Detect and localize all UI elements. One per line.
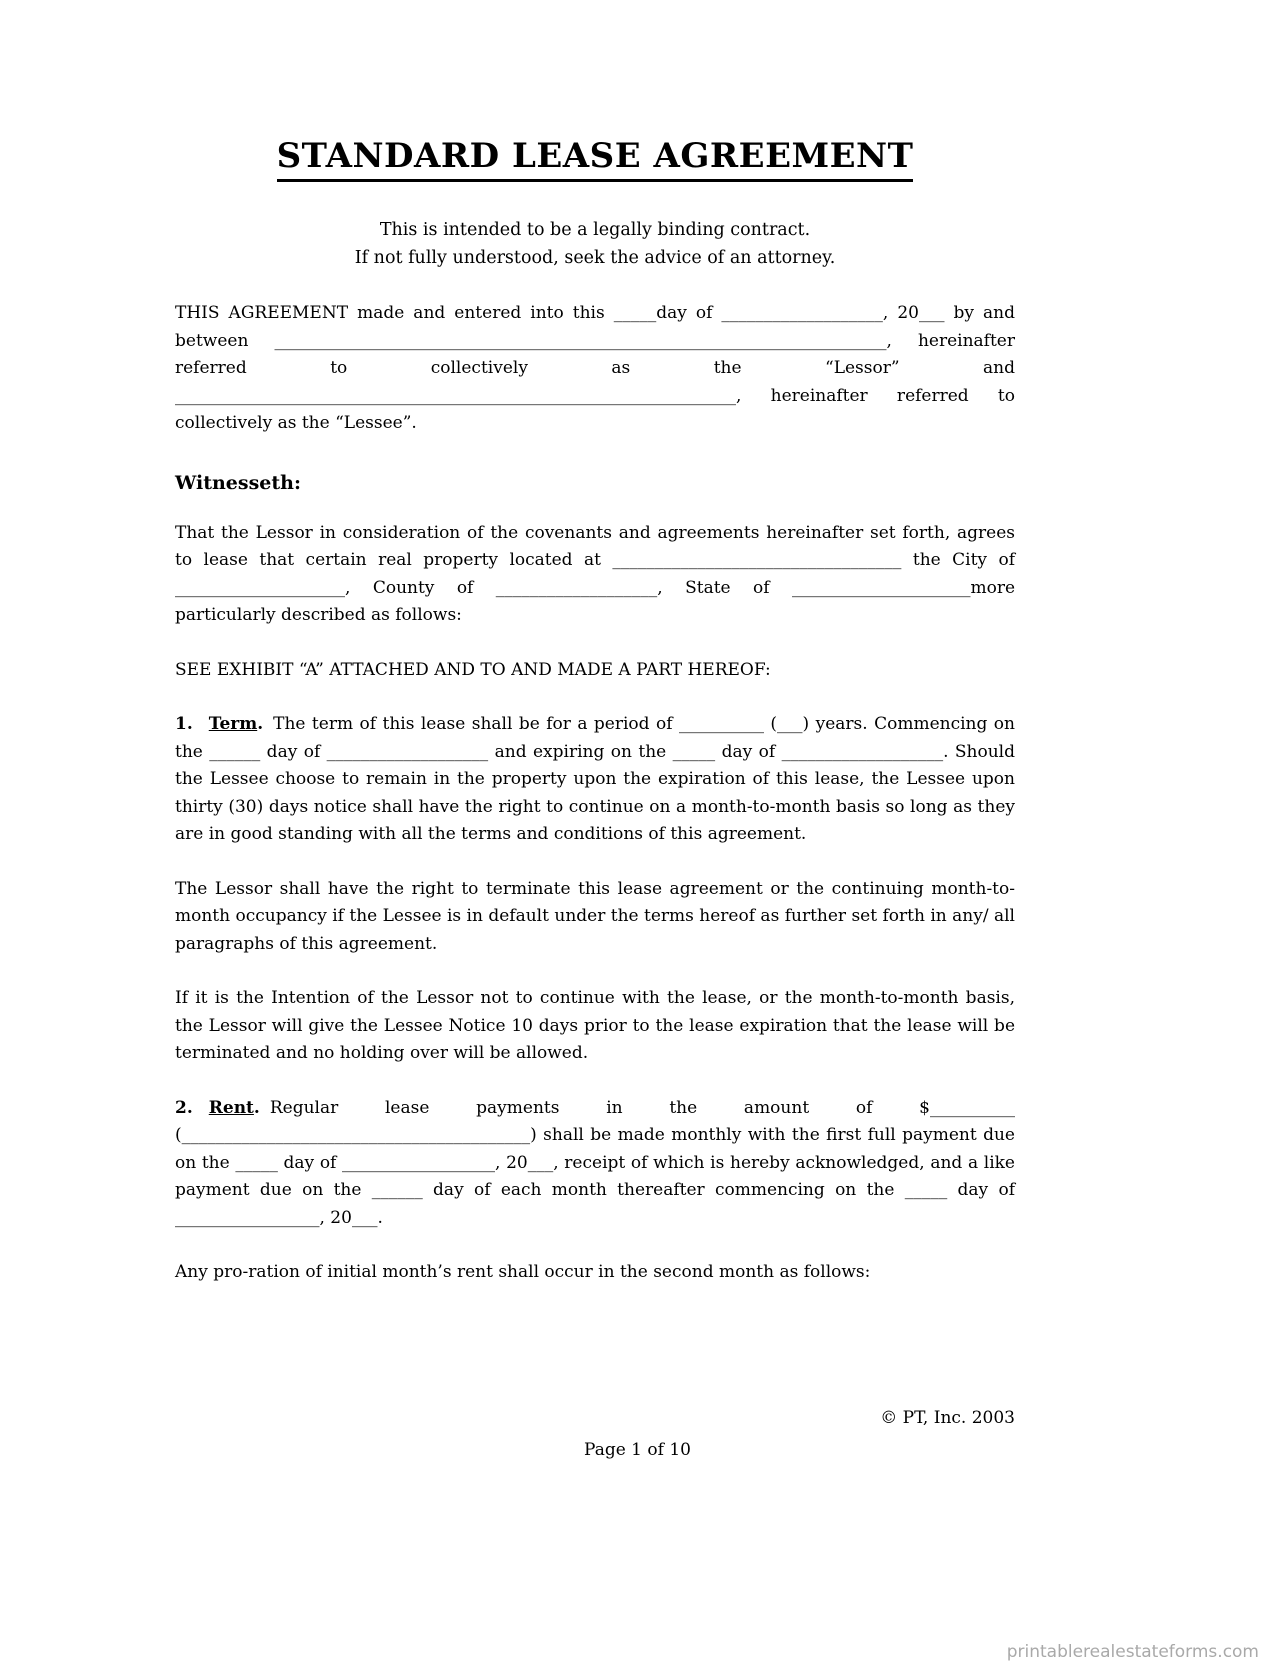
witnesseth-paragraph: That the Lessor in consideration of the covenants and agreements hereinafter set forth, agrees to lease that certain real property located at __________________________________ the City of ____________________, County of ___________________, State of _____________________more particularly described as follows: (175, 522, 1015, 625)
proration-paragraph: Any pro-ration of initial month’s rent shall occur in the second month as follows: (175, 1262, 871, 1282)
agreement-intro-paragraph: THIS AGREEMENT made and entered into this _____day of ___________________, 20___ by and between ________________________________________________________________________, hereinafter referred to collectively as the “Lessor” and __________________________________________________________________, hereinafter referred to collectively as the “Lessee”. (175, 303, 1015, 433)
lessor-termination-paragraph: The Lessor shall have the right to terminate this lease agreement or the continuing month-to-month occupancy if the Lessee is in default under the terms hereof as further set forth in any/ all paragraphs of this agreement. (175, 878, 1015, 954)
witnesseth-heading: Witnesseth: (175, 471, 301, 494)
exhibit-notice: SEE EXHIBIT “A” ATTACHED AND TO AND MADE A PART HEREOF: (175, 659, 771, 680)
rent-section-body: Regular lease payments in the amount of $__________ (_________________________________________) shall be made monthly with the first full payment due on the _____ day of __________________, 20___, receipt of which is hereby acknowledged, and a like payment due on the ______ day of each month thereafter commencing on the _____ day of _________________, 20___. (175, 1097, 1015, 1228)
rent-section-paragraph (175, 1095, 1015, 1233)
rent-section-label: Rent (208, 1097, 254, 1118)
page-number: Page 1 of 10 (584, 1440, 691, 1460)
term-section-body: The term of this lease shall be for a period of __________ (___) years. Commencing on the ______ day of ___________________ and expiring on the _____ day of ___________________. Should the Lessee choose to remain in the property upon the expiration of this lease, the Lessee upon thirty (30) days notice shall have the right to continue on a month-to-month basis so long as they are in good standing with all the terms and conditions of this agreement. (175, 714, 1015, 844)
term-section-label: Term (208, 714, 258, 734)
term-section-paragraph (175, 711, 1015, 849)
rent-section-punct: . (253, 1097, 260, 1118)
watermark-text: printablerealestateforms.com (1006, 1642, 1259, 1662)
lessor-intention-paragraph: If it is the Intention of the Lessor not to continue with the lease, or the month-to-month basis, the Lessor will give the Lessee Notice 10 days prior to the lease expiration that the lease will be terminated and no holding over will be allowed. (175, 988, 1015, 1063)
copyright-notice: © PT, Inc. 2003 (880, 1408, 1015, 1428)
subtitle-line-1: This is intended to be a legally binding contract. (379, 220, 811, 240)
term-section-number: 1. (175, 714, 193, 734)
document-title (175, 136, 1015, 182)
document-subtitle (175, 216, 1015, 272)
subtitle-line-2: If not fully understood, seek the advice of an attorney. (354, 248, 836, 268)
document-page (175, 136, 1015, 1314)
document-title-text: STANDARD LEASE AGREEMENT (277, 136, 914, 182)
rent-section-number: 2. (175, 1097, 193, 1118)
term-section-punct: . (257, 714, 264, 734)
